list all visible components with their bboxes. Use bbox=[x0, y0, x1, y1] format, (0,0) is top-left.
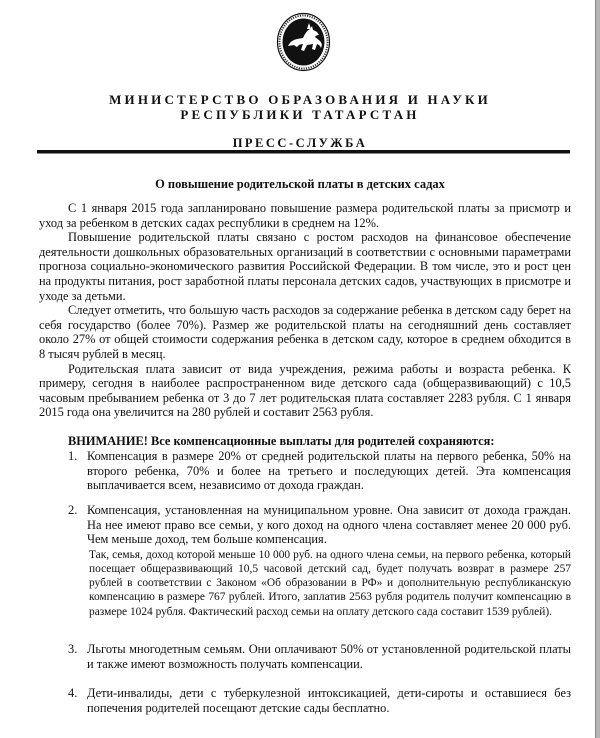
coat-of-arms-icon bbox=[276, 12, 331, 72]
ministry-name-line1: МИНИСТЕРСТВО ОБРАЗОВАНИЯ И НАУКИ bbox=[109, 92, 491, 107]
list-item bbox=[68, 686, 571, 715]
list-item bbox=[68, 642, 571, 671]
attention-heading: ВНИМАНИЕ! Все компенсационные выплаты для родителей сохраняются: bbox=[68, 434, 495, 448]
list-number: 1. bbox=[68, 449, 78, 463]
list-text: Компенсация, установленная на муниципальном уровне. Она зависит от дохода граждан. На нее имеют право все семьи, у кого доход на одного члена составляет менее 20 000 руб. Чем меньше доход, тем больше компенсация. bbox=[87, 503, 571, 547]
header-divider bbox=[37, 150, 570, 153]
paragraph: Следует отметить, что большую часть расходов за содержание ребенка в детском саду берет на себя государство (более 70%). Размер же родительской платы на сегодняшний день составляет около 27% от общей стоимости содержания ребенка в детском саду, которое в среднем обходится в 8 тысяч рублей в месяц. bbox=[39, 303, 571, 361]
list-number: 3. bbox=[68, 642, 78, 656]
list-text: Компенсация в размере 20% от средней родительской платы на первого ребенка, 50% на второго ребенка, 70% и более на третьего и последующих детей. Эта компенсация выплачивается всем, независимо от дохода граждан. bbox=[87, 449, 571, 493]
list-item bbox=[68, 449, 571, 493]
list-text: Льготы многодетным семьям. Они оплачивают 50% от установленной родительской платы и также имеют возможность получать компенсации. bbox=[87, 642, 571, 671]
document-title: О повышение родительской платы в детских садах bbox=[155, 177, 445, 191]
paragraph: С 1 января 2015 года запланировано повышение размера родительской платы за присмотр и уход за ребенком в детских садах республики в среднем на 12%. bbox=[39, 201, 571, 230]
ministry-name-line2: РЕСПУБЛИКИ ТАТАРСТАН bbox=[180, 107, 420, 122]
list-number: 2. bbox=[68, 503, 78, 517]
list-text: Дети-инвалиды, дети с туберкулезной интоксикацией, дети-сироты и оставшиеся без попечения родителей посещают детские сады бесплатно. bbox=[87, 686, 571, 715]
paragraph: Родительская плата зависит от вида учреждения, режима работы и возраста ребенка. К примеру, сегодня в наиболее распространенном виде детского сада (общеразвивающий) с 10,5 часовым пребыванием ребенка от 3 до 7 лет родительская плата составляет 2283 рубля. С 1 января 2015 года она увеличится на 280 рублей и составит 2563 рубля. bbox=[39, 361, 571, 420]
list-example: Так, семья, доход которой меньше 10 000 руб. на одного члена семьи, на первого ребенка, который посещает общеразвивающий 10,5 часовой детский сад, будет получать возврат в размере 257 рублей в соответствии с Законом «Об образовании в РФ» и дополнительную республиканскую компенсацию в размере 767 рублей. Итого, заплатив 2563 рубля родитель получит компенсацию в размере 1024 рубля. Фактический расход семьи на оплату детского сада составит 1539 рублей). bbox=[89, 548, 571, 618]
list-number: 4. bbox=[68, 686, 78, 700]
list-item bbox=[68, 503, 571, 619]
paragraph: Повышение родительской платы связано с ростом расходов на финансовое обеспечение деятельности дошкольных образовательных организаций в соответствии с основными параметрами прогноза социально-экономического развития Российской Федерации. В том числе, это и рост цен на продукты питания, рост заработной платы персонала детских садов, участвующих в присмотре и уходе за детьми. bbox=[39, 230, 571, 303]
document-body bbox=[39, 201, 571, 420]
press-service-label: ПРЕСС-СЛУЖБА bbox=[232, 136, 368, 150]
